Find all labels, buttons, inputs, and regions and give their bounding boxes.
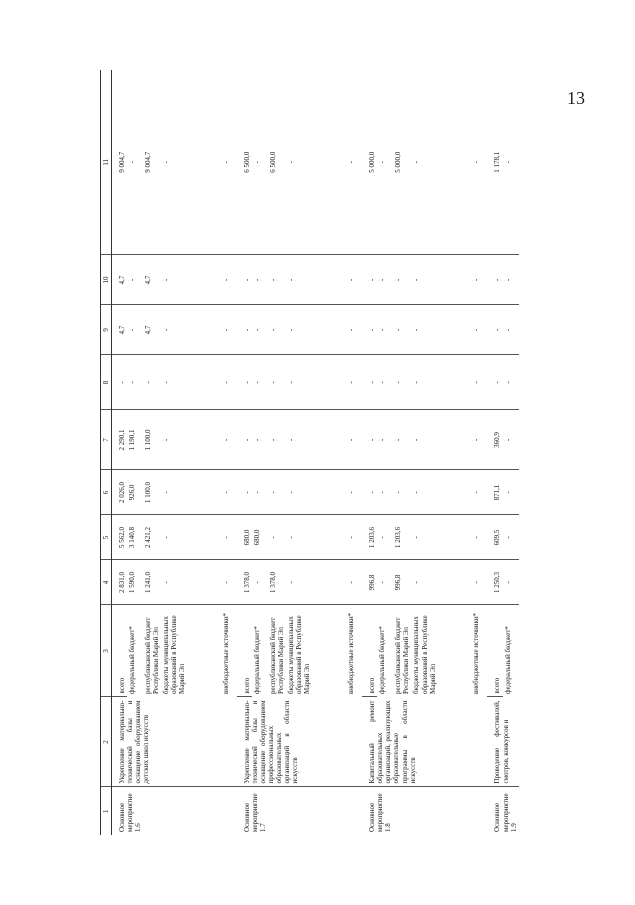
amount-cell: - bbox=[252, 560, 268, 605]
amount-cell: - bbox=[487, 255, 502, 305]
amount-cell: - bbox=[393, 255, 411, 305]
funding-source-label: всего bbox=[112, 605, 128, 697]
amount-cell: - bbox=[377, 70, 393, 255]
amount-cell: - bbox=[503, 305, 519, 355]
column-number: 5 bbox=[101, 515, 112, 560]
amount-cell: - bbox=[221, 255, 237, 305]
amount-cell: - bbox=[286, 410, 346, 470]
amount-cell: - bbox=[411, 410, 471, 470]
amount-cell: 1 178,1 bbox=[487, 70, 502, 255]
amount-cell: - bbox=[362, 255, 377, 305]
amount-cell: - bbox=[411, 560, 471, 605]
amount-cell: - bbox=[286, 305, 346, 355]
amount-cell: - bbox=[362, 305, 377, 355]
amount-cell: - bbox=[286, 470, 346, 515]
amount-cell: - bbox=[252, 355, 268, 410]
amount-cell: - bbox=[346, 560, 362, 605]
amount-cell: 6 500,0 bbox=[268, 70, 286, 255]
amount-cell: 2 026,0 bbox=[112, 470, 128, 515]
amount-cell: - bbox=[268, 305, 286, 355]
funding-source-label: внебюджетные источники* bbox=[472, 612, 481, 694]
amount-cell: - bbox=[237, 410, 252, 470]
amount-cell: - bbox=[127, 255, 143, 305]
page-number: 13 bbox=[567, 88, 585, 108]
amount-cell: - bbox=[286, 560, 346, 605]
column-number: 10 bbox=[101, 255, 112, 305]
funding-source-label: республиканский бюджет Республики Марий Эл bbox=[394, 617, 411, 694]
amount-cell: - bbox=[393, 470, 411, 515]
amount-cell: - bbox=[221, 70, 237, 255]
table-row bbox=[112, 70, 128, 835]
amount-cell: - bbox=[362, 355, 377, 410]
column-number: 6 bbox=[101, 470, 112, 515]
amount-cell: - bbox=[221, 560, 237, 605]
measure-code: Основное мероприятие 1.8 bbox=[368, 793, 393, 832]
amount-cell: - bbox=[127, 70, 143, 255]
amount-cell: 360,9 bbox=[487, 410, 502, 470]
amount-cell: - bbox=[346, 410, 362, 470]
amount-cell: 1 203,6 bbox=[362, 515, 377, 560]
amount-cell: 5 000,0 bbox=[393, 70, 411, 255]
amount-cell: 1 100,0 bbox=[143, 470, 161, 515]
measure-code: Основное мероприятие 1.6 bbox=[118, 793, 143, 832]
amount-cell: 1 590,0 bbox=[127, 560, 143, 605]
amount-cell: - bbox=[161, 515, 221, 560]
amount-cell: 9 004,7 bbox=[112, 70, 128, 255]
amount-cell: - bbox=[503, 410, 519, 470]
amount-cell: - bbox=[471, 355, 487, 410]
amount-cell: 996,8 bbox=[362, 560, 377, 605]
amount-cell: - bbox=[393, 355, 411, 410]
amount-cell: 2 831,0 bbox=[112, 560, 128, 605]
amount-cell: 1 190,1 bbox=[127, 410, 143, 470]
measure-code: Основное мероприятие 1.9 bbox=[493, 793, 518, 832]
amount-cell: 5 562,0 bbox=[112, 515, 128, 560]
amount-cell: - bbox=[221, 410, 237, 470]
column-number: 3 bbox=[101, 605, 112, 697]
amount-cell: - bbox=[221, 305, 237, 355]
amount-cell: - bbox=[127, 305, 143, 355]
amount-cell: 2 421,2 bbox=[143, 515, 161, 560]
amount-cell: - bbox=[411, 255, 471, 305]
amount-cell: - bbox=[377, 410, 393, 470]
amount-cell: 4,7 bbox=[112, 255, 128, 305]
amount-cell: 609,5 bbox=[487, 515, 502, 560]
funding-source-label: внебюджетные источники* bbox=[347, 612, 356, 694]
funding-source-label: всего bbox=[237, 605, 252, 697]
funding-source-label: федеральный бюджет* bbox=[503, 626, 512, 694]
amount-cell: - bbox=[161, 410, 221, 470]
amount-cell: - bbox=[286, 255, 346, 305]
amount-cell: - bbox=[237, 470, 252, 515]
amount-cell: - bbox=[411, 305, 471, 355]
amount-cell: 871,1 bbox=[487, 470, 502, 515]
table-row bbox=[487, 70, 502, 835]
column-number: 8 bbox=[101, 355, 112, 410]
amount-cell: - bbox=[221, 515, 237, 560]
amount-cell: 680,0 bbox=[237, 515, 252, 560]
amount-cell: - bbox=[393, 305, 411, 355]
amount-cell: - bbox=[143, 355, 161, 410]
amount-cell: - bbox=[127, 355, 143, 410]
amount-cell: 5 000,0 bbox=[362, 70, 377, 255]
amount-cell: - bbox=[161, 70, 221, 255]
amount-cell: - bbox=[221, 355, 237, 410]
table-body bbox=[112, 70, 519, 835]
rotated-table-container bbox=[100, 70, 525, 835]
amount-cell: 4,7 bbox=[143, 255, 161, 305]
amount-cell: - bbox=[161, 560, 221, 605]
amount-cell: - bbox=[237, 305, 252, 355]
amount-cell: - bbox=[503, 255, 519, 305]
amount-cell: 4,7 bbox=[112, 305, 128, 355]
column-number: 7 bbox=[101, 410, 112, 470]
amount-cell: - bbox=[487, 355, 502, 410]
budget-table bbox=[100, 70, 519, 835]
measure-name: Укрепление материально-технической базы и оснащение оборудованием детских школ искусств bbox=[112, 697, 238, 787]
column-number-row bbox=[101, 70, 112, 835]
amount-cell: 996,8 bbox=[393, 560, 411, 605]
amount-cell: - bbox=[237, 255, 252, 305]
amount-cell: - bbox=[161, 470, 221, 515]
amount-cell: - bbox=[112, 355, 128, 410]
amount-cell: - bbox=[503, 355, 519, 410]
measure-name: Капитальный ремонт образовательных организаций, реализующих образовательные программы в области искусств bbox=[362, 697, 487, 787]
amount-cell: 1 241,0 bbox=[143, 560, 161, 605]
amount-cell: 1 378,0 bbox=[237, 560, 252, 605]
amount-cell: 680,0 bbox=[252, 515, 268, 560]
amount-cell: 2 290,1 bbox=[112, 410, 128, 470]
amount-cell: - bbox=[471, 70, 487, 255]
amount-cell: - bbox=[503, 515, 519, 560]
funding-source-label: бюджеты муниципальных образований в Республике Марий Эл bbox=[412, 615, 437, 694]
amount-cell: 1 203,6 bbox=[393, 515, 411, 560]
amount-cell: 6 500,0 bbox=[237, 70, 252, 255]
funding-source-label: федеральный бюджет* bbox=[128, 626, 137, 694]
amount-cell: - bbox=[221, 470, 237, 515]
amount-cell: - bbox=[471, 470, 487, 515]
amount-cell: - bbox=[503, 470, 519, 515]
measure-name: Укрепление материально-технической базы и оснащение оборудованием профессиональных образовательных организаций в области искусств bbox=[237, 697, 362, 787]
table-row bbox=[237, 70, 252, 835]
amount-cell: - bbox=[268, 255, 286, 305]
amount-cell: - bbox=[377, 305, 393, 355]
amount-cell: - bbox=[268, 515, 286, 560]
amount-cell: - bbox=[377, 515, 393, 560]
amount-cell: - bbox=[377, 470, 393, 515]
amount-cell: - bbox=[503, 560, 519, 605]
funding-source-label: внебюджетные источники* bbox=[222, 612, 231, 694]
amount-cell: - bbox=[252, 255, 268, 305]
amount-cell: - bbox=[346, 470, 362, 515]
amount-cell: - bbox=[471, 410, 487, 470]
amount-cell: 1 378,0 bbox=[268, 560, 286, 605]
amount-cell: - bbox=[286, 515, 346, 560]
amount-cell: - bbox=[252, 70, 268, 255]
column-number: 4 bbox=[101, 560, 112, 605]
amount-cell: - bbox=[286, 355, 346, 410]
measure-name: Проведение фестивалей, смотров, конкурсов и bbox=[487, 697, 518, 787]
table-row bbox=[362, 70, 377, 835]
amount-cell: - bbox=[268, 410, 286, 470]
amount-cell: - bbox=[393, 410, 411, 470]
amount-cell: - bbox=[377, 255, 393, 305]
funding-source-label: бюджеты муниципальных образований в Республике Марий Эл bbox=[162, 615, 187, 694]
amount-cell: - bbox=[411, 70, 471, 255]
amount-cell: 3 140,8 bbox=[127, 515, 143, 560]
column-number: 9 bbox=[101, 305, 112, 355]
amount-cell: - bbox=[503, 70, 519, 255]
funding-source-label: республиканский бюджет Республики Марий Эл bbox=[144, 617, 161, 694]
amount-cell: - bbox=[411, 515, 471, 560]
funding-source-label: всего bbox=[362, 605, 377, 697]
column-number: 11 bbox=[101, 70, 112, 255]
column-number: 1 bbox=[101, 787, 112, 835]
amount-cell: - bbox=[471, 560, 487, 605]
amount-cell: - bbox=[471, 305, 487, 355]
amount-cell: - bbox=[346, 515, 362, 560]
amount-cell: - bbox=[377, 560, 393, 605]
funding-source-label: всего bbox=[487, 605, 502, 697]
amount-cell: - bbox=[161, 355, 221, 410]
amount-cell: - bbox=[346, 355, 362, 410]
amount-cell: 4,7 bbox=[143, 305, 161, 355]
funding-source-label: федеральный бюджет* bbox=[378, 626, 387, 694]
amount-cell: - bbox=[252, 305, 268, 355]
column-number: 2 bbox=[101, 697, 112, 787]
amount-cell: - bbox=[268, 470, 286, 515]
amount-cell: - bbox=[268, 355, 286, 410]
amount-cell: - bbox=[377, 355, 393, 410]
amount-cell: 926,0 bbox=[127, 470, 143, 515]
amount-cell: - bbox=[346, 305, 362, 355]
amount-cell: - bbox=[252, 470, 268, 515]
funding-source-label: бюджеты муниципальных образований в Республике Марий Эл bbox=[287, 615, 312, 694]
amount-cell: - bbox=[161, 305, 221, 355]
amount-cell: - bbox=[346, 70, 362, 255]
funding-source-label: федеральный бюджет* bbox=[253, 626, 262, 694]
amount-cell: 1 250,3 bbox=[487, 560, 502, 605]
amount-cell: - bbox=[362, 410, 377, 470]
amount-cell: - bbox=[286, 70, 346, 255]
amount-cell: 1 100,0 bbox=[143, 410, 161, 470]
amount-cell: - bbox=[411, 355, 471, 410]
funding-source-label: республиканский бюджет Республики Марий Эл bbox=[269, 617, 286, 694]
amount-cell: - bbox=[487, 305, 502, 355]
amount-cell: - bbox=[411, 470, 471, 515]
amount-cell: - bbox=[252, 410, 268, 470]
measure-code: Основное мероприятие 1.7 bbox=[243, 793, 268, 832]
amount-cell: - bbox=[471, 255, 487, 305]
amount-cell: 9 004,7 bbox=[143, 70, 161, 255]
amount-cell: - bbox=[237, 355, 252, 410]
amount-cell: - bbox=[346, 255, 362, 305]
amount-cell: - bbox=[471, 515, 487, 560]
amount-cell: - bbox=[161, 255, 221, 305]
amount-cell: - bbox=[362, 470, 377, 515]
